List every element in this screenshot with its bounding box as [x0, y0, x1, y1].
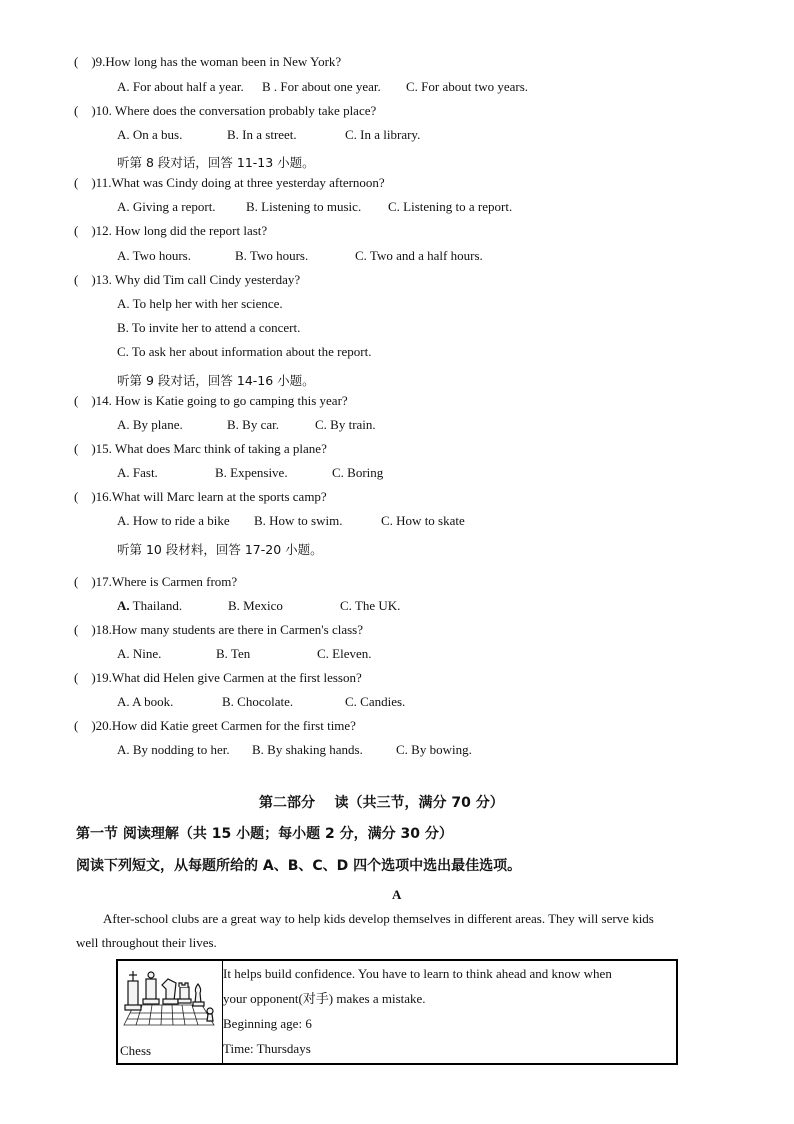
answer-paren: ( ): [74, 670, 96, 685]
question-18-option-c: C. Eleven.: [317, 646, 372, 661]
part-two-title: 第二部分 读（共三节，满分 70 分）: [259, 795, 504, 811]
question-17: [74, 574, 237, 590]
question-stem: 19.What did Helen give Carmen at the first lesson?: [95, 670, 362, 685]
question-11-option-b: B. Listening to music.: [246, 199, 362, 214]
question-stem: 13. Why did Tim call Cindy yesterday?: [95, 272, 301, 287]
question-13: [74, 272, 300, 288]
question-10-option-a: A. On a bus.: [117, 127, 183, 142]
answer-paren: ( ): [74, 622, 96, 637]
question-stem: 20.How did Katie greet Carmen for the first time?: [95, 718, 356, 733]
question-18-option-a: A. Nine.: [117, 646, 162, 661]
club-image-cell: [117, 960, 223, 1064]
question-12-option-a: A. Two hours.: [117, 248, 191, 263]
option-letter: A.: [117, 598, 130, 613]
question-15-option-a: A. Fast.: [117, 465, 158, 480]
question-17-option-a: [117, 598, 182, 614]
question-20-option-c: C. By bowing.: [396, 742, 472, 757]
answer-paren: ( ): [74, 54, 96, 69]
question-10-option-b: B. In a street.: [227, 127, 297, 142]
table-row: [117, 960, 677, 1064]
question-11: [74, 175, 385, 191]
club-beginning-age: Beginning age: 6: [223, 1016, 312, 1031]
question-stem: 16.What will Marc learn at the sports camp?: [95, 489, 327, 504]
question-20-option-b: B. By shaking hands.: [252, 742, 363, 757]
club-name: Chess: [120, 1043, 152, 1058]
question-stem: 14. How is Katie going to go camping this year?: [95, 393, 348, 408]
instruction-dialogue-9: 听第 9 段对话，回答 14-16 小题。: [117, 373, 315, 388]
question-12-option-b: B. Two hours.: [235, 248, 309, 263]
question-20: [74, 718, 356, 734]
question-12-option-c: C. Two and a half hours.: [355, 248, 483, 263]
question-stem: 18.How many students are there in Carmen's class?: [95, 622, 363, 637]
instruction-dialogue-8: 听第 8 段对话，回答 11-13 小题。: [117, 155, 315, 170]
passage-paragraph-line-1: After-school clubs are a great way to help kids develop themselves in different areas. They will serve kids: [103, 911, 654, 926]
club-description-line: It helps build confidence. You have to learn to think ahead and know when: [223, 966, 612, 981]
question-16-option-c: C. How to skate: [381, 513, 465, 528]
question-9-option-c: C. For about two years.: [406, 79, 529, 94]
option-text: Thailand.: [132, 598, 183, 613]
club-description-cell: [223, 960, 678, 1064]
question-9: [74, 54, 341, 70]
club-description-line: your opponent(对手) makes a mistake.: [223, 991, 426, 1006]
question-20-option-a: A. By nodding to her.: [117, 742, 230, 757]
question-16: [74, 489, 327, 505]
passage-label: A: [392, 887, 402, 902]
club-time: Time: Thursdays: [223, 1041, 311, 1056]
question-15-option-b: B. Expensive.: [215, 465, 288, 480]
question-15-option-c: C. Boring: [332, 465, 384, 480]
question-10: [74, 103, 376, 119]
question-18-option-b: B. Ten: [216, 646, 251, 661]
question-16-option-b: B. How to swim.: [254, 513, 343, 528]
question-14-option-c: C. By train.: [315, 417, 376, 432]
instruction-material-10: 听第 10 段材料，回答 17-20 小题。: [117, 542, 323, 557]
question-14-option-b: B. By car.: [227, 417, 279, 432]
question-18: [74, 622, 363, 638]
question-19-option-b: B. Chocolate.: [222, 694, 294, 709]
question-11-option-c: C. Listening to a report.: [388, 199, 513, 214]
question-17-option-c: C. The UK.: [340, 598, 401, 613]
question-19: [74, 670, 362, 686]
question-12: [74, 223, 267, 239]
question-13-option-b: B. To invite her to attend a concert.: [117, 320, 301, 335]
chess-pieces-icon: [122, 965, 218, 1031]
answer-paren: ( ): [74, 272, 96, 287]
question-11-option-a: A. Giving a report.: [117, 199, 216, 214]
question-16-option-a: A. How to ride a bike: [117, 513, 230, 528]
question-stem: 11.What was Cindy doing at three yesterday afternoon?: [95, 175, 385, 190]
passage-paragraph-line-2: well throughout their lives.: [76, 935, 217, 950]
question-19-option-a: A. A book.: [117, 694, 174, 709]
answer-paren: ( ): [74, 489, 96, 504]
question-stem: 17.Where is Carmen from?: [95, 574, 238, 589]
section-one-title: 第一节 阅读理解（共 15 小题；每小题 2 分，满分 30 分）: [76, 826, 453, 842]
question-9-option-b: B . For about one year.: [262, 79, 381, 94]
question-stem: 12. How long did the report last?: [95, 223, 268, 238]
question-9-option-a: A. For about half a year.: [117, 79, 244, 94]
question-stem: 9.How long has the woman been in New York?: [95, 54, 342, 69]
question-19-option-c: C. Candies.: [345, 694, 406, 709]
question-13-option-c: C. To ask her about information about the report.: [117, 344, 372, 359]
question-10-option-c: C. In a library.: [345, 127, 421, 142]
answer-paren: ( ): [74, 103, 96, 118]
answer-paren: ( ): [74, 393, 96, 408]
answer-paren: ( ): [74, 441, 96, 456]
question-17-option-b: B. Mexico: [228, 598, 283, 613]
question-stem: 10. Where does the conversation probably take place?: [95, 103, 377, 118]
question-13-option-a: A. To help her with her science.: [117, 296, 283, 311]
question-14: [74, 393, 348, 409]
answer-paren: ( ): [74, 574, 96, 589]
reading-instruction: 阅读下列短文，从每题所给的 A、B、C、D 四个选项中选出最佳选项。: [76, 858, 522, 874]
question-stem: 15. What does Marc think of taking a plane?: [95, 441, 327, 456]
answer-paren: ( ): [74, 718, 96, 733]
question-14-option-a: A. By plane.: [117, 417, 183, 432]
question-15: [74, 441, 327, 457]
clubs-table: [116, 959, 678, 1065]
answer-paren: ( ): [74, 175, 96, 190]
answer-paren: ( ): [74, 223, 96, 238]
